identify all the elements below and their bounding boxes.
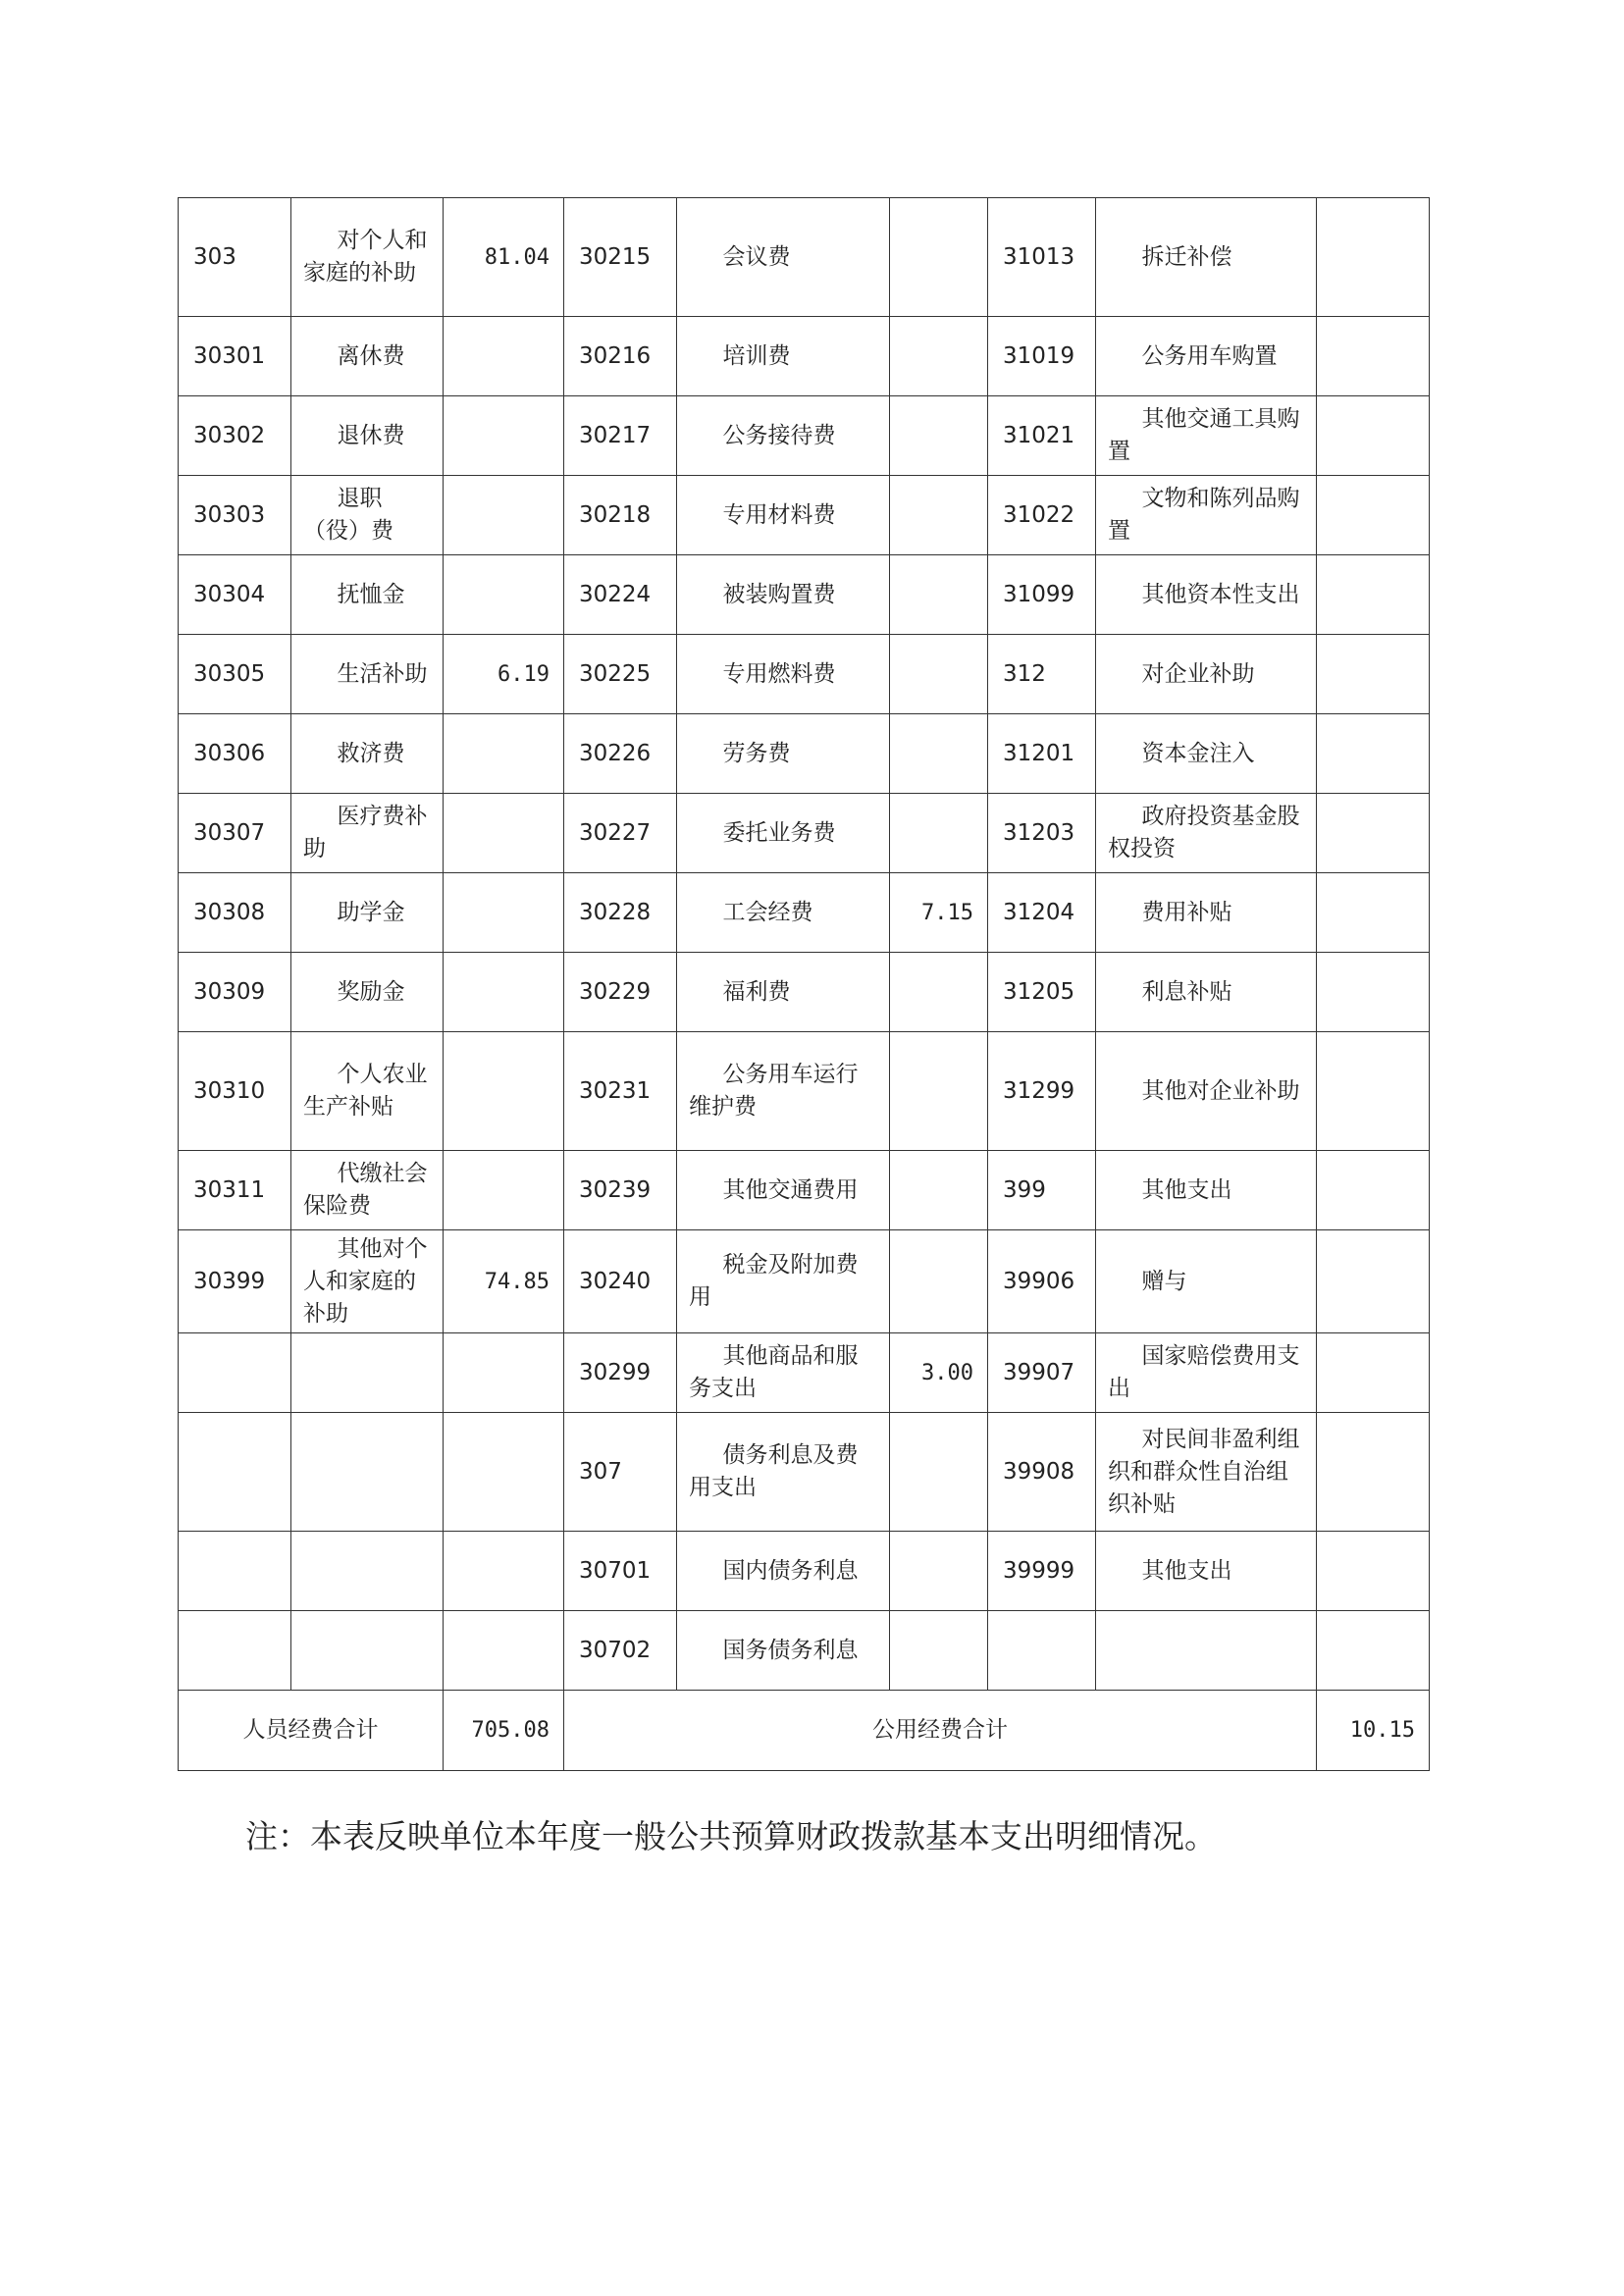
table-row <box>179 1413 1430 1532</box>
group3-code-cell: 31099 <box>988 555 1096 635</box>
group1-amount-cell <box>444 1032 564 1151</box>
group3-code-cell: 31019 <box>988 317 1096 396</box>
group2-code-cell: 30231 <box>564 1032 677 1151</box>
group2-amount-cell <box>890 1532 988 1611</box>
group2-amount-cell <box>890 635 988 714</box>
group3-code-cell: 31021 <box>988 396 1096 476</box>
group3-amount-cell <box>1317 1032 1430 1151</box>
group1-amount-cell: 6.19 <box>444 635 564 714</box>
group1-code-cell: 30399 <box>179 1230 291 1333</box>
group1-amount-cell <box>444 1413 564 1532</box>
group1-code-cell: 30304 <box>179 555 291 635</box>
public-total-label: 公用经费合计 <box>564 1691 1317 1771</box>
group3-name-cell: 费用补贴 <box>1096 873 1317 953</box>
group1-amount-cell <box>444 317 564 396</box>
group2-code-cell: 30216 <box>564 317 677 396</box>
group3-code-cell <box>988 1611 1096 1691</box>
group3-name-cell: 文物和陈列品购置 <box>1096 476 1317 555</box>
group1-name-cell: 医疗费补助 <box>291 794 444 873</box>
group3-amount-cell <box>1317 476 1430 555</box>
group2-code-cell: 30218 <box>564 476 677 555</box>
table-row <box>179 1032 1430 1151</box>
group3-code-cell: 39999 <box>988 1532 1096 1611</box>
group1-amount-cell <box>444 396 564 476</box>
group2-name-cell: 会议费 <box>677 198 890 317</box>
group1-code-cell <box>179 1532 291 1611</box>
group1-name-cell: 对个人和家庭的补助 <box>291 198 444 317</box>
table-row <box>179 198 1430 317</box>
group3-amount-cell <box>1317 1413 1430 1532</box>
group3-amount-cell <box>1317 555 1430 635</box>
group1-code-cell: 30310 <box>179 1032 291 1151</box>
table-row <box>179 794 1430 873</box>
group2-name-cell: 培训费 <box>677 317 890 396</box>
group2-amount-cell <box>890 396 988 476</box>
group2-name-cell: 其他交通费用 <box>677 1151 890 1230</box>
group2-name-cell: 专用材料费 <box>677 476 890 555</box>
table-body <box>179 198 1430 1691</box>
group3-name-cell: 其他支出 <box>1096 1532 1317 1611</box>
group2-code-cell: 30702 <box>564 1611 677 1691</box>
group3-code-cell: 31013 <box>988 198 1096 317</box>
group1-code-cell <box>179 1611 291 1691</box>
group3-amount-cell <box>1317 1611 1430 1691</box>
group3-code-cell: 39907 <box>988 1333 1096 1413</box>
table-row <box>179 953 1430 1032</box>
group1-amount-cell <box>444 714 564 794</box>
group3-amount-cell <box>1317 396 1430 476</box>
group1-name-cell: 救济费 <box>291 714 444 794</box>
group2-name-cell: 国务债务利息 <box>677 1611 890 1691</box>
group2-name-cell: 税金及附加费用 <box>677 1230 890 1333</box>
table-row <box>179 635 1430 714</box>
group2-name-cell: 工会经费 <box>677 873 890 953</box>
group2-amount-cell <box>890 794 988 873</box>
personnel-total-value: 705.08 <box>444 1691 564 1771</box>
table-row <box>179 1230 1430 1333</box>
group3-code-cell: 31299 <box>988 1032 1096 1151</box>
group1-code-cell: 30305 <box>179 635 291 714</box>
group1-amount-cell <box>444 476 564 555</box>
group3-amount-cell <box>1317 1532 1430 1611</box>
group3-name-cell: 公务用车购置 <box>1096 317 1317 396</box>
public-total-value: 10.15 <box>1317 1691 1430 1771</box>
table-row <box>179 1611 1430 1691</box>
group2-amount-cell <box>890 1151 988 1230</box>
group2-name-cell: 公务用车运行维护费 <box>677 1032 890 1151</box>
group1-name-cell: 奖励金 <box>291 953 444 1032</box>
group3-code-cell: 31203 <box>988 794 1096 873</box>
group3-name-cell: 政府投资基金股权投资 <box>1096 794 1317 873</box>
group1-code-cell: 30303 <box>179 476 291 555</box>
group1-name-cell: 抚恤金 <box>291 555 444 635</box>
group2-amount-cell <box>890 476 988 555</box>
group1-code-cell: 30302 <box>179 396 291 476</box>
group1-name-cell: 离休费 <box>291 317 444 396</box>
group2-name-cell: 公务接待费 <box>677 396 890 476</box>
expenditure-table <box>178 197 1430 1771</box>
group1-code-cell: 30311 <box>179 1151 291 1230</box>
group2-name-cell: 其他商品和服务支出 <box>677 1333 890 1413</box>
group2-code-cell: 30701 <box>564 1532 677 1611</box>
group3-name-cell: 国家赔偿费用支出 <box>1096 1333 1317 1413</box>
group1-name-cell: 助学金 <box>291 873 444 953</box>
group1-name-cell: 退职（役）费 <box>291 476 444 555</box>
group1-amount-cell <box>444 794 564 873</box>
totals-row <box>179 1691 1430 1771</box>
group3-name-cell: 拆迁补偿 <box>1096 198 1317 317</box>
group1-name-cell <box>291 1413 444 1532</box>
group3-amount-cell <box>1317 317 1430 396</box>
group3-amount-cell <box>1317 635 1430 714</box>
group1-code-cell: 30306 <box>179 714 291 794</box>
group3-name-cell: 赠与 <box>1096 1230 1317 1333</box>
group2-code-cell: 30215 <box>564 198 677 317</box>
group1-amount-cell <box>444 1611 564 1691</box>
group2-amount-cell <box>890 198 988 317</box>
group1-amount-cell <box>444 555 564 635</box>
group2-amount-cell <box>890 953 988 1032</box>
group1-code-cell: 30309 <box>179 953 291 1032</box>
group2-amount-cell: 3.00 <box>890 1333 988 1413</box>
table-row <box>179 555 1430 635</box>
table-row <box>179 476 1430 555</box>
group3-name-cell: 资本金注入 <box>1096 714 1317 794</box>
group1-name-cell <box>291 1532 444 1611</box>
group1-amount-cell <box>444 1532 564 1611</box>
group3-name-cell: 利息补贴 <box>1096 953 1317 1032</box>
group2-name-cell: 福利费 <box>677 953 890 1032</box>
group1-code-cell: 303 <box>179 198 291 317</box>
group1-code-cell: 30308 <box>179 873 291 953</box>
group2-amount-cell <box>890 1230 988 1333</box>
group1-name-cell: 其他对个人和家庭的补助 <box>291 1230 444 1333</box>
group1-name-cell <box>291 1611 444 1691</box>
table-row <box>179 714 1430 794</box>
group3-name-cell: 其他资本性支出 <box>1096 555 1317 635</box>
group1-name-cell: 个人农业生产补贴 <box>291 1032 444 1151</box>
group3-code-cell: 31022 <box>988 476 1096 555</box>
group1-name-cell <box>291 1333 444 1413</box>
group1-code-cell <box>179 1333 291 1413</box>
group2-code-cell: 30227 <box>564 794 677 873</box>
group3-name-cell <box>1096 1611 1317 1691</box>
group1-code-cell <box>179 1413 291 1532</box>
table-row <box>179 873 1430 953</box>
group3-name-cell: 对民间非盈利组织和群众性自治组织补贴 <box>1096 1413 1317 1532</box>
group2-code-cell: 30229 <box>564 953 677 1032</box>
personnel-total-label: 人员经费合计 <box>179 1691 444 1771</box>
group2-name-cell: 劳务费 <box>677 714 890 794</box>
group2-name-cell: 专用燃料费 <box>677 635 890 714</box>
group2-code-cell: 30239 <box>564 1151 677 1230</box>
table-row <box>179 1532 1430 1611</box>
group2-amount-cell <box>890 317 988 396</box>
group1-amount-cell: 74.85 <box>444 1230 564 1333</box>
group1-amount-cell <box>444 1151 564 1230</box>
group1-code-cell: 30301 <box>179 317 291 396</box>
group3-name-cell: 其他支出 <box>1096 1151 1317 1230</box>
group3-amount-cell <box>1317 1230 1430 1333</box>
group3-code-cell: 312 <box>988 635 1096 714</box>
group3-code-cell: 39908 <box>988 1413 1096 1532</box>
group3-name-cell: 对企业补助 <box>1096 635 1317 714</box>
group3-name-cell: 其他交通工具购置 <box>1096 396 1317 476</box>
group1-amount-cell <box>444 1333 564 1413</box>
table-note: 注：本表反映单位本年度一般公共预算财政拨款基本支出明细情况。 <box>245 1817 1217 1855</box>
group1-name-cell: 代缴社会保险费 <box>291 1151 444 1230</box>
group3-code-cell: 31205 <box>988 953 1096 1032</box>
group2-name-cell: 国内债务利息 <box>677 1532 890 1611</box>
group3-amount-cell <box>1317 198 1430 317</box>
group2-amount-cell <box>890 1032 988 1151</box>
group2-code-cell: 30224 <box>564 555 677 635</box>
group1-name-cell: 退休费 <box>291 396 444 476</box>
group2-code-cell: 30226 <box>564 714 677 794</box>
group1-code-cell: 30307 <box>179 794 291 873</box>
group2-amount-cell <box>890 555 988 635</box>
group2-name-cell: 债务利息及费用支出 <box>677 1413 890 1532</box>
group3-amount-cell <box>1317 1151 1430 1230</box>
group2-amount-cell: 7.15 <box>890 873 988 953</box>
group3-amount-cell <box>1317 794 1430 873</box>
group2-code-cell: 307 <box>564 1413 677 1532</box>
table-row <box>179 1333 1430 1413</box>
group2-amount-cell <box>890 1611 988 1691</box>
group2-name-cell: 被装购置费 <box>677 555 890 635</box>
group2-amount-cell <box>890 1413 988 1532</box>
group2-code-cell: 30299 <box>564 1333 677 1413</box>
group2-amount-cell <box>890 714 988 794</box>
group1-name-cell: 生活补助 <box>291 635 444 714</box>
group3-amount-cell <box>1317 714 1430 794</box>
group3-code-cell: 31204 <box>988 873 1096 953</box>
group2-code-cell: 30225 <box>564 635 677 714</box>
group3-amount-cell <box>1317 873 1430 953</box>
group3-amount-cell <box>1317 953 1430 1032</box>
group1-amount-cell <box>444 953 564 1032</box>
group3-name-cell: 其他对企业补助 <box>1096 1032 1317 1151</box>
group2-name-cell: 委托业务费 <box>677 794 890 873</box>
group3-amount-cell <box>1317 1333 1430 1413</box>
group3-code-cell: 399 <box>988 1151 1096 1230</box>
group2-code-cell: 30217 <box>564 396 677 476</box>
table-row <box>179 317 1430 396</box>
table-row <box>179 1151 1430 1230</box>
group2-code-cell: 30240 <box>564 1230 677 1333</box>
group1-amount-cell <box>444 873 564 953</box>
group1-amount-cell: 81.04 <box>444 198 564 317</box>
group3-code-cell: 39906 <box>988 1230 1096 1333</box>
group3-code-cell: 31201 <box>988 714 1096 794</box>
group2-code-cell: 30228 <box>564 873 677 953</box>
table-row <box>179 396 1430 476</box>
